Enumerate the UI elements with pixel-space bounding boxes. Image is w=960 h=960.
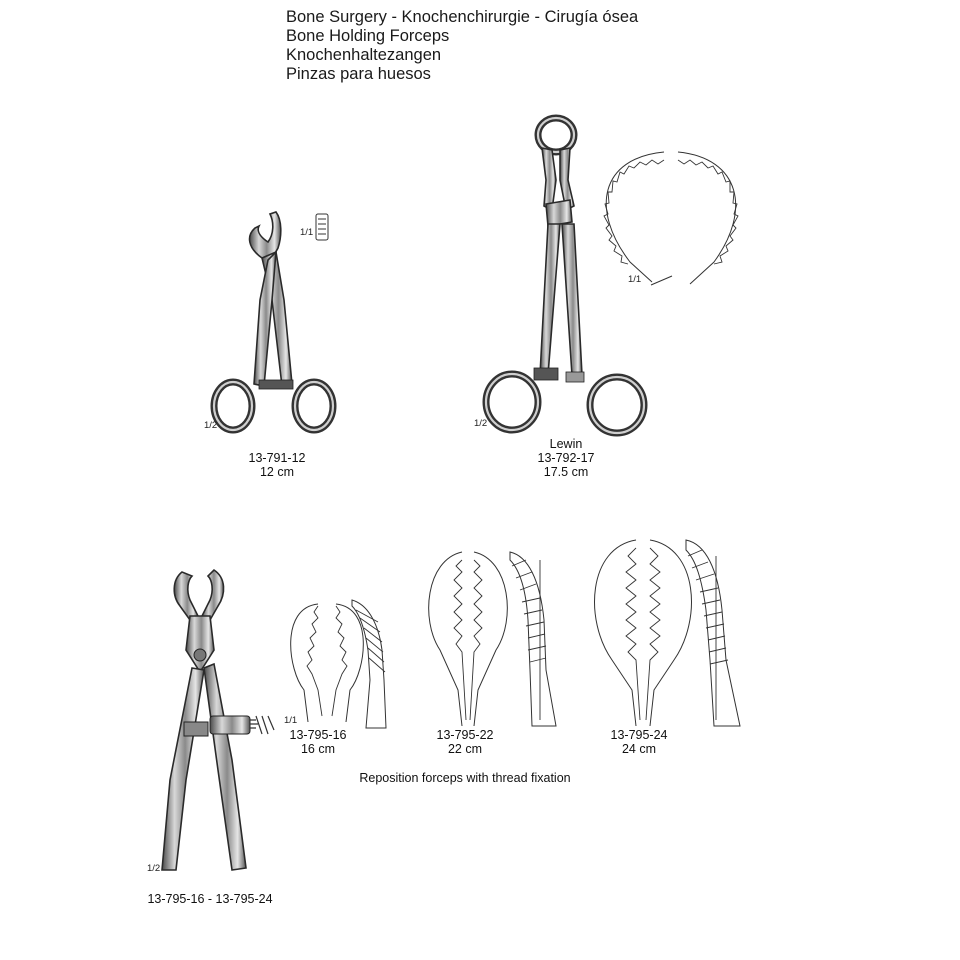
product-code: 13-795-24 [610, 728, 668, 742]
forceps-13-791-12-drawing [214, 212, 333, 430]
product-code: 13-795-16 [289, 728, 347, 742]
caption-13-792-17 [520, 437, 612, 479]
product-size: 24 cm [621, 742, 657, 756]
product-size: 16 cm [300, 742, 336, 756]
scale-13-791-detail: 1/1 [300, 227, 314, 238]
caption-13-795-16 [278, 728, 358, 756]
reposition-range: 13-795-16 - 13-795-24 [147, 892, 273, 906]
scale-reposition: 1/2 [147, 863, 161, 874]
scale-13-791: 1/2 [204, 420, 218, 431]
caption-13-795-22 [425, 728, 505, 756]
product-size: 17.5 cm [543, 465, 589, 479]
product-code: 13-795-22 [436, 728, 494, 742]
reposition-forceps-drawing [162, 570, 274, 870]
product-code: 13-792-17 [537, 451, 595, 465]
product-size: 12 cm [259, 465, 295, 479]
lewin-jaw-detail-drawing [604, 152, 738, 285]
caption-13-795-24 [599, 728, 679, 756]
header-german: Knochenhaltezangen [286, 46, 442, 64]
jaw-detail-icon [316, 214, 328, 240]
product-name: Lewin [549, 437, 583, 451]
scale-13-795-16-detail: 1/1 [284, 715, 298, 726]
scale-lewin: 1/2 [474, 418, 488, 429]
jaw-13-795-22-drawing [429, 552, 556, 726]
reposition-description: Reposition forceps with thread fixation [359, 771, 571, 785]
jaw-13-795-24-drawing [595, 540, 740, 726]
forceps-lewin-drawing [486, 118, 644, 433]
jaw-13-795-16-drawing [291, 600, 386, 728]
caption-13-791-12 [237, 451, 317, 479]
scale-lewin-detail: 1/1 [628, 274, 642, 285]
header-title: Bone Surgery - Knochenchirurgie - Cirugía ósea [286, 8, 639, 26]
product-size: 22 cm [447, 742, 483, 756]
header-english: Bone Holding Forceps [286, 27, 450, 45]
product-code: 13-791-12 [248, 451, 306, 465]
header-spanish: Pinzas para huesos [286, 65, 431, 83]
